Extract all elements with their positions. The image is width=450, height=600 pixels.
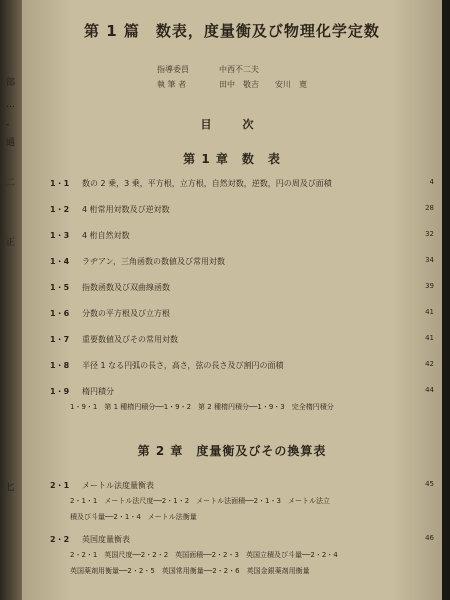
- entry-page: 39: [425, 282, 434, 290]
- edge-char: 通: [6, 138, 16, 148]
- credit-role: 指導委員: [157, 65, 189, 74]
- toc-entry: [50, 230, 434, 256]
- chapter-1-title: 第 1 章 数 表: [183, 152, 281, 166]
- entry-number: 1・1: [50, 179, 70, 188]
- entry-title: 4 桁自然対数: [82, 231, 130, 240]
- entry-number: 1・7: [50, 335, 70, 344]
- credit-row: [157, 62, 307, 77]
- entry-title: 楕円積分: [82, 387, 114, 396]
- edge-char: 正: [6, 238, 16, 248]
- edge-char: 二: [6, 178, 16, 188]
- entry-title: メートル法度量衡表: [82, 481, 154, 490]
- toc-heading: 目 次: [200, 118, 264, 131]
- book-page: [22, 0, 442, 600]
- chapter-1-entries: [50, 178, 434, 402]
- subsection-line: 2・1・1 メートル法尺度──2・1・2 メートル法面積──2・1・3 メートル法立: [70, 497, 330, 505]
- toc-entry: [50, 282, 434, 308]
- toc-entry: [50, 178, 434, 204]
- toc-entry: [50, 360, 434, 386]
- part-title: 第 1 篇 数表，度量衡及び物理化学定数: [84, 22, 380, 40]
- entry-title: 4 桁常用対数及び逆対数: [82, 205, 170, 214]
- entry-page: 45: [425, 480, 434, 488]
- entry-page: 46: [425, 534, 434, 542]
- credit-names: 中西不二夫: [219, 65, 259, 74]
- toc-entry: [50, 204, 434, 230]
- entry-number: 1・9: [50, 387, 70, 396]
- credits-block: [157, 62, 307, 92]
- edge-char: …: [6, 100, 15, 110]
- toc-entry: [50, 534, 434, 548]
- entry-title: 分数の平方根及び立方根: [82, 309, 170, 318]
- entry-number: 1・6: [50, 309, 70, 318]
- entry-page: 32: [425, 230, 434, 238]
- entry-page: 34: [425, 256, 434, 264]
- book-spine-edge: [0, 0, 22, 600]
- edge-char: 匕: [6, 483, 16, 493]
- toc-entry: [50, 256, 434, 282]
- entry-number: 1・2: [50, 205, 70, 214]
- subsection-line: 英国薬剤用衡量──2・2・5 英国常用衡量──2・2・6 英国金銀薬剤用衡量: [70, 567, 310, 575]
- entry-number: 2・2: [50, 535, 70, 544]
- edge-char: -: [6, 120, 10, 130]
- entry-number: 1・5: [50, 283, 70, 292]
- entry-title: 英国度量衡表: [82, 535, 130, 544]
- entry-title: 数の 2 乗，3 乗，平方根，立方根，自然対数，逆数，円の周及び面積: [82, 179, 332, 188]
- entry-number: 1・3: [50, 231, 70, 240]
- subsection-line: 1・9・1 第 1 種楕円積分──1・9・2 第 2 種楕円積分──1・9・3 完全楕円積分: [70, 403, 334, 411]
- edge-char: 部: [6, 78, 16, 88]
- entry-title: ラヂアン，三角函数の数値及び常用対数: [82, 257, 226, 266]
- entry-page: 44: [425, 386, 434, 394]
- entry-page: 28: [425, 204, 434, 212]
- toc-entry: [50, 334, 434, 360]
- subsection-line: 積及び斗量──2・1・4 メートル法衡量: [70, 513, 197, 521]
- chapter-2-title: 第 2 章 度量衡及びその換算表: [137, 444, 327, 458]
- entry-number: 1・8: [50, 361, 70, 370]
- entry-number: 2・1: [50, 481, 70, 490]
- credit-role: 執 筆 者: [157, 80, 187, 89]
- entry-number: 1・4: [50, 257, 70, 266]
- toc-entry: [50, 480, 434, 494]
- toc-entry: [50, 308, 434, 334]
- credit-names: 田中 敬吉 安川 寛: [219, 80, 307, 89]
- credit-row: [157, 77, 307, 92]
- entry-title: 指数函数及び双曲線函数: [82, 283, 170, 292]
- entry-page: 41: [425, 334, 434, 342]
- entry-title: 半径 1 なる円弧の長さ，高さ，弦の長さ及び割円の面積: [82, 361, 284, 370]
- entry-page: 4: [429, 178, 434, 186]
- chapter-2-entries: [50, 480, 434, 494]
- entry-page: 41: [425, 308, 434, 316]
- subsection-line: 2・2・1 英国尺度──2・2・2 英国面積──2・2・3 英国立積及び斗量──2・2・4: [70, 551, 338, 559]
- entry-page: 42: [425, 360, 434, 368]
- entry-title: 重要数値及びその常用対数: [82, 335, 178, 344]
- toc-entry: [50, 386, 434, 402]
- chapter-2-entries: [50, 534, 434, 548]
